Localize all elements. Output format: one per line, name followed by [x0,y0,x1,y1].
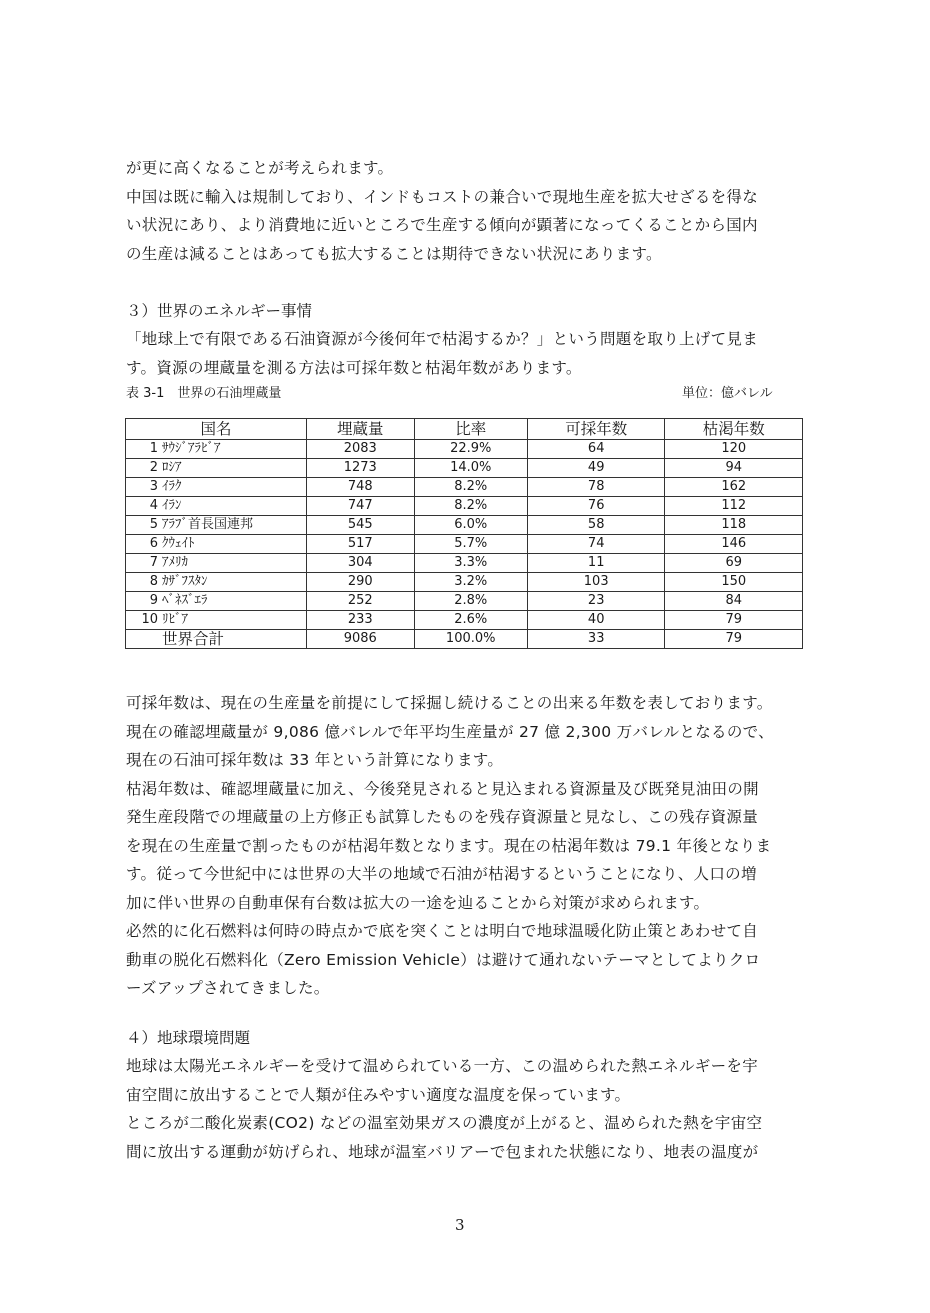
header-rp-years: 可採年数 [527,419,665,440]
ratio-cell: 2.6% [414,611,527,630]
ratio-cell: 2.8% [414,592,527,611]
rp-cell: 23 [527,592,665,611]
text-line: を現在の生産量で割ったものが枯渇年数となります。現在の枯渇年数は 79.1 年後となりま [126,836,772,855]
ratio-cell: 5.7% [414,535,527,554]
text-line: の生産は減ることはあっても拡大することは期待できない状況にあります。 [126,244,662,263]
depletion-cell: 112 [665,497,803,516]
section-4-body [126,1052,806,1166]
ratio-cell: 8.2% [414,478,527,497]
rank-cell: 7 [126,554,161,573]
table-row [126,459,803,478]
rank-cell: 1 [126,440,161,459]
rank-cell: 5 [126,516,161,535]
ratio-cell: 6.0% [414,516,527,535]
text-line: 中国は既に輸入は規制しており、インドもコストの兼合いで現地生産を拡大せざるを得な [126,187,759,206]
table-row [126,554,803,573]
reserve-cell: 748 [307,478,415,497]
text-line: 枯渇年数は、確認埋蔵量に加え、今後発見されると見込まれる資源量及び既発見油田の開 [126,779,759,798]
country-cell: ｲﾗｸ [160,478,307,497]
header-depletion-years: 枯渇年数 [665,419,803,440]
rp-cell: 78 [527,478,665,497]
ratio-cell: 3.3% [414,554,527,573]
rp-cell: 74 [527,535,665,554]
table-row [126,573,803,592]
text-line: す。従って今世紀中には世界の大半の地域で石油が枯渇するということになり、人口の増 [126,865,757,883]
rp-cell: 58 [527,516,665,535]
reserve-cell: 517 [307,535,415,554]
rp-cell: 64 [527,440,665,459]
rp-cell: 76 [527,497,665,516]
oil-reserves-table [125,418,803,649]
text-line: 「地球上で有限である石油資源が今後何年で枯渇するか？」という問題を取り上げて見ま [126,330,759,348]
header-ratio: 比率 [414,419,527,440]
intro-paragraphs [126,154,806,268]
section-4-heading: ４）地球環境問題 [126,1029,251,1047]
ratio-cell: 14.0% [414,459,527,478]
ratio-cell: 8.2% [414,497,527,516]
page-number: 3 [455,1216,465,1234]
table-row [126,478,803,497]
depletion-cell: 146 [665,535,803,554]
reserve-cell: 9086 [307,630,415,649]
table-row [126,440,803,459]
depletion-cell: 162 [665,478,803,497]
table-header-row [126,419,803,440]
country-cell: ﾛｼｱ [160,459,307,478]
section-3-heading: ３）世界のエネルギー事情 [126,302,313,320]
table-row [126,497,803,516]
text-line: 加に伴い世界の自動車保有台数は拡大の一途を辿ることから対策が求められます。 [126,893,710,912]
rank-cell: 10 [126,611,161,630]
country-cell: ﾍﾞﾈｽﾞｴﾗ [160,592,307,611]
text-line: 間に放出する運動が妨げられ、地球が温室バリアーで包まれた状態になり、地表の温度が [126,1142,759,1161]
reserves-explanation [126,689,806,1003]
text-line: ところが二酸化炭素(CO2) などの温室効果ガスの濃度が上がると、温められた熱を宇宙空 [126,1114,763,1132]
country-cell: ｱﾒﾘｶ [160,554,307,573]
header-country: 国名 [126,419,307,440]
reserve-cell: 747 [307,497,415,516]
text-line: が更に高くなることが考えられます。 [126,159,394,177]
rp-cell: 40 [527,611,665,630]
text-line: 発生産段階での埋蔵量の上方修正も試算したものを残存資源量と見なし、この残存資源量 [126,808,759,826]
rp-cell: 33 [527,630,665,649]
depletion-cell: 118 [665,516,803,535]
text-line: 現在の確認埋蔵量が 9,086 億バレルで年平均生産量が 27 億 2,300 万バレルとなるので、 [126,722,774,741]
reserve-cell: 2083 [307,440,415,459]
rp-cell: 11 [527,554,665,573]
country-cell: ｻｳｼﾞｱﾗﾋﾞｱ [160,440,307,459]
reserve-cell: 545 [307,516,415,535]
text-line: す。資源の埋蔵量を測る方法は可採年数と枯渇年数があります。 [126,358,582,377]
country-cell: 世界合計 [160,630,307,649]
text-line: ーズアップされてきました。 [126,979,330,997]
rp-cell: 103 [527,573,665,592]
depletion-cell: 120 [665,440,803,459]
depletion-cell: 94 [665,459,803,478]
ratio-cell: 3.2% [414,573,527,592]
country-cell: ｱﾗﾌﾞ首長国連邦 [160,516,307,535]
country-cell: ｸｳｪｲﾄ [160,535,307,554]
text-line: 宙空間に放出することで人類が住みやすい適度な温度を保っています。 [126,1085,631,1104]
reserve-cell: 233 [307,611,415,630]
rank-cell: 9 [126,592,161,611]
table-caption: 表 3-1 世界の石油埋蔵量 [126,386,282,401]
text-line: 動車の脱化石燃料化（Zero Emission Vehicle）は避けて通れないテーマとしてよりクロ [126,950,761,969]
header-reserve: 埋蔵量 [307,419,415,440]
rp-cell: 49 [527,459,665,478]
table-row [126,535,803,554]
depletion-cell: 84 [665,592,803,611]
rank-cell: 6 [126,535,161,554]
depletion-cell: 79 [665,611,803,630]
section-3-intro [126,325,806,382]
reserve-cell: 290 [307,573,415,592]
rank-cell: 4 [126,497,161,516]
table-row [126,611,803,630]
table-unit: 単位：億バレル [682,386,773,401]
country-cell: ｶｻﾞﾌｽﾀﾝ [160,573,307,592]
table-row [126,592,803,611]
ratio-cell: 22.9% [414,440,527,459]
text-line: 地球は太陽光エネルギーを受けて温められている一方、この温められた熱エネルギーを宇 [126,1057,759,1075]
country-cell: ｲﾗﾝ [160,497,307,516]
reserve-cell: 304 [307,554,415,573]
text-line: 必然的に化石燃料は何時の時点かで底を突くことは明白で地球温暖化防止策とあわせて自 [126,922,759,940]
rank-cell: 8 [126,573,161,592]
reserve-cell: 252 [307,592,415,611]
table-row [126,516,803,535]
text-line: い状況にあり、より消費地に近いところで生産する傾向が顕著になってくることから国内 [126,216,758,234]
rank-cell: 2 [126,459,161,478]
depletion-cell: 69 [665,554,803,573]
reserve-cell: 1273 [307,459,415,478]
rank-cell: 3 [126,478,161,497]
text-line: 可採年数は、現在の生産量を前提にして採掘し続けることの出来る年数を表しております。 [126,694,773,712]
depletion-cell: 150 [665,573,803,592]
depletion-cell: 79 [665,630,803,649]
ratio-cell: 100.0% [414,630,527,649]
text-line: 現在の石油可採年数は 33 年という計算になります。 [126,751,504,769]
rank-cell [126,630,161,649]
table-total-row [126,630,803,649]
country-cell: ﾘﾋﾞｱ [160,611,307,630]
